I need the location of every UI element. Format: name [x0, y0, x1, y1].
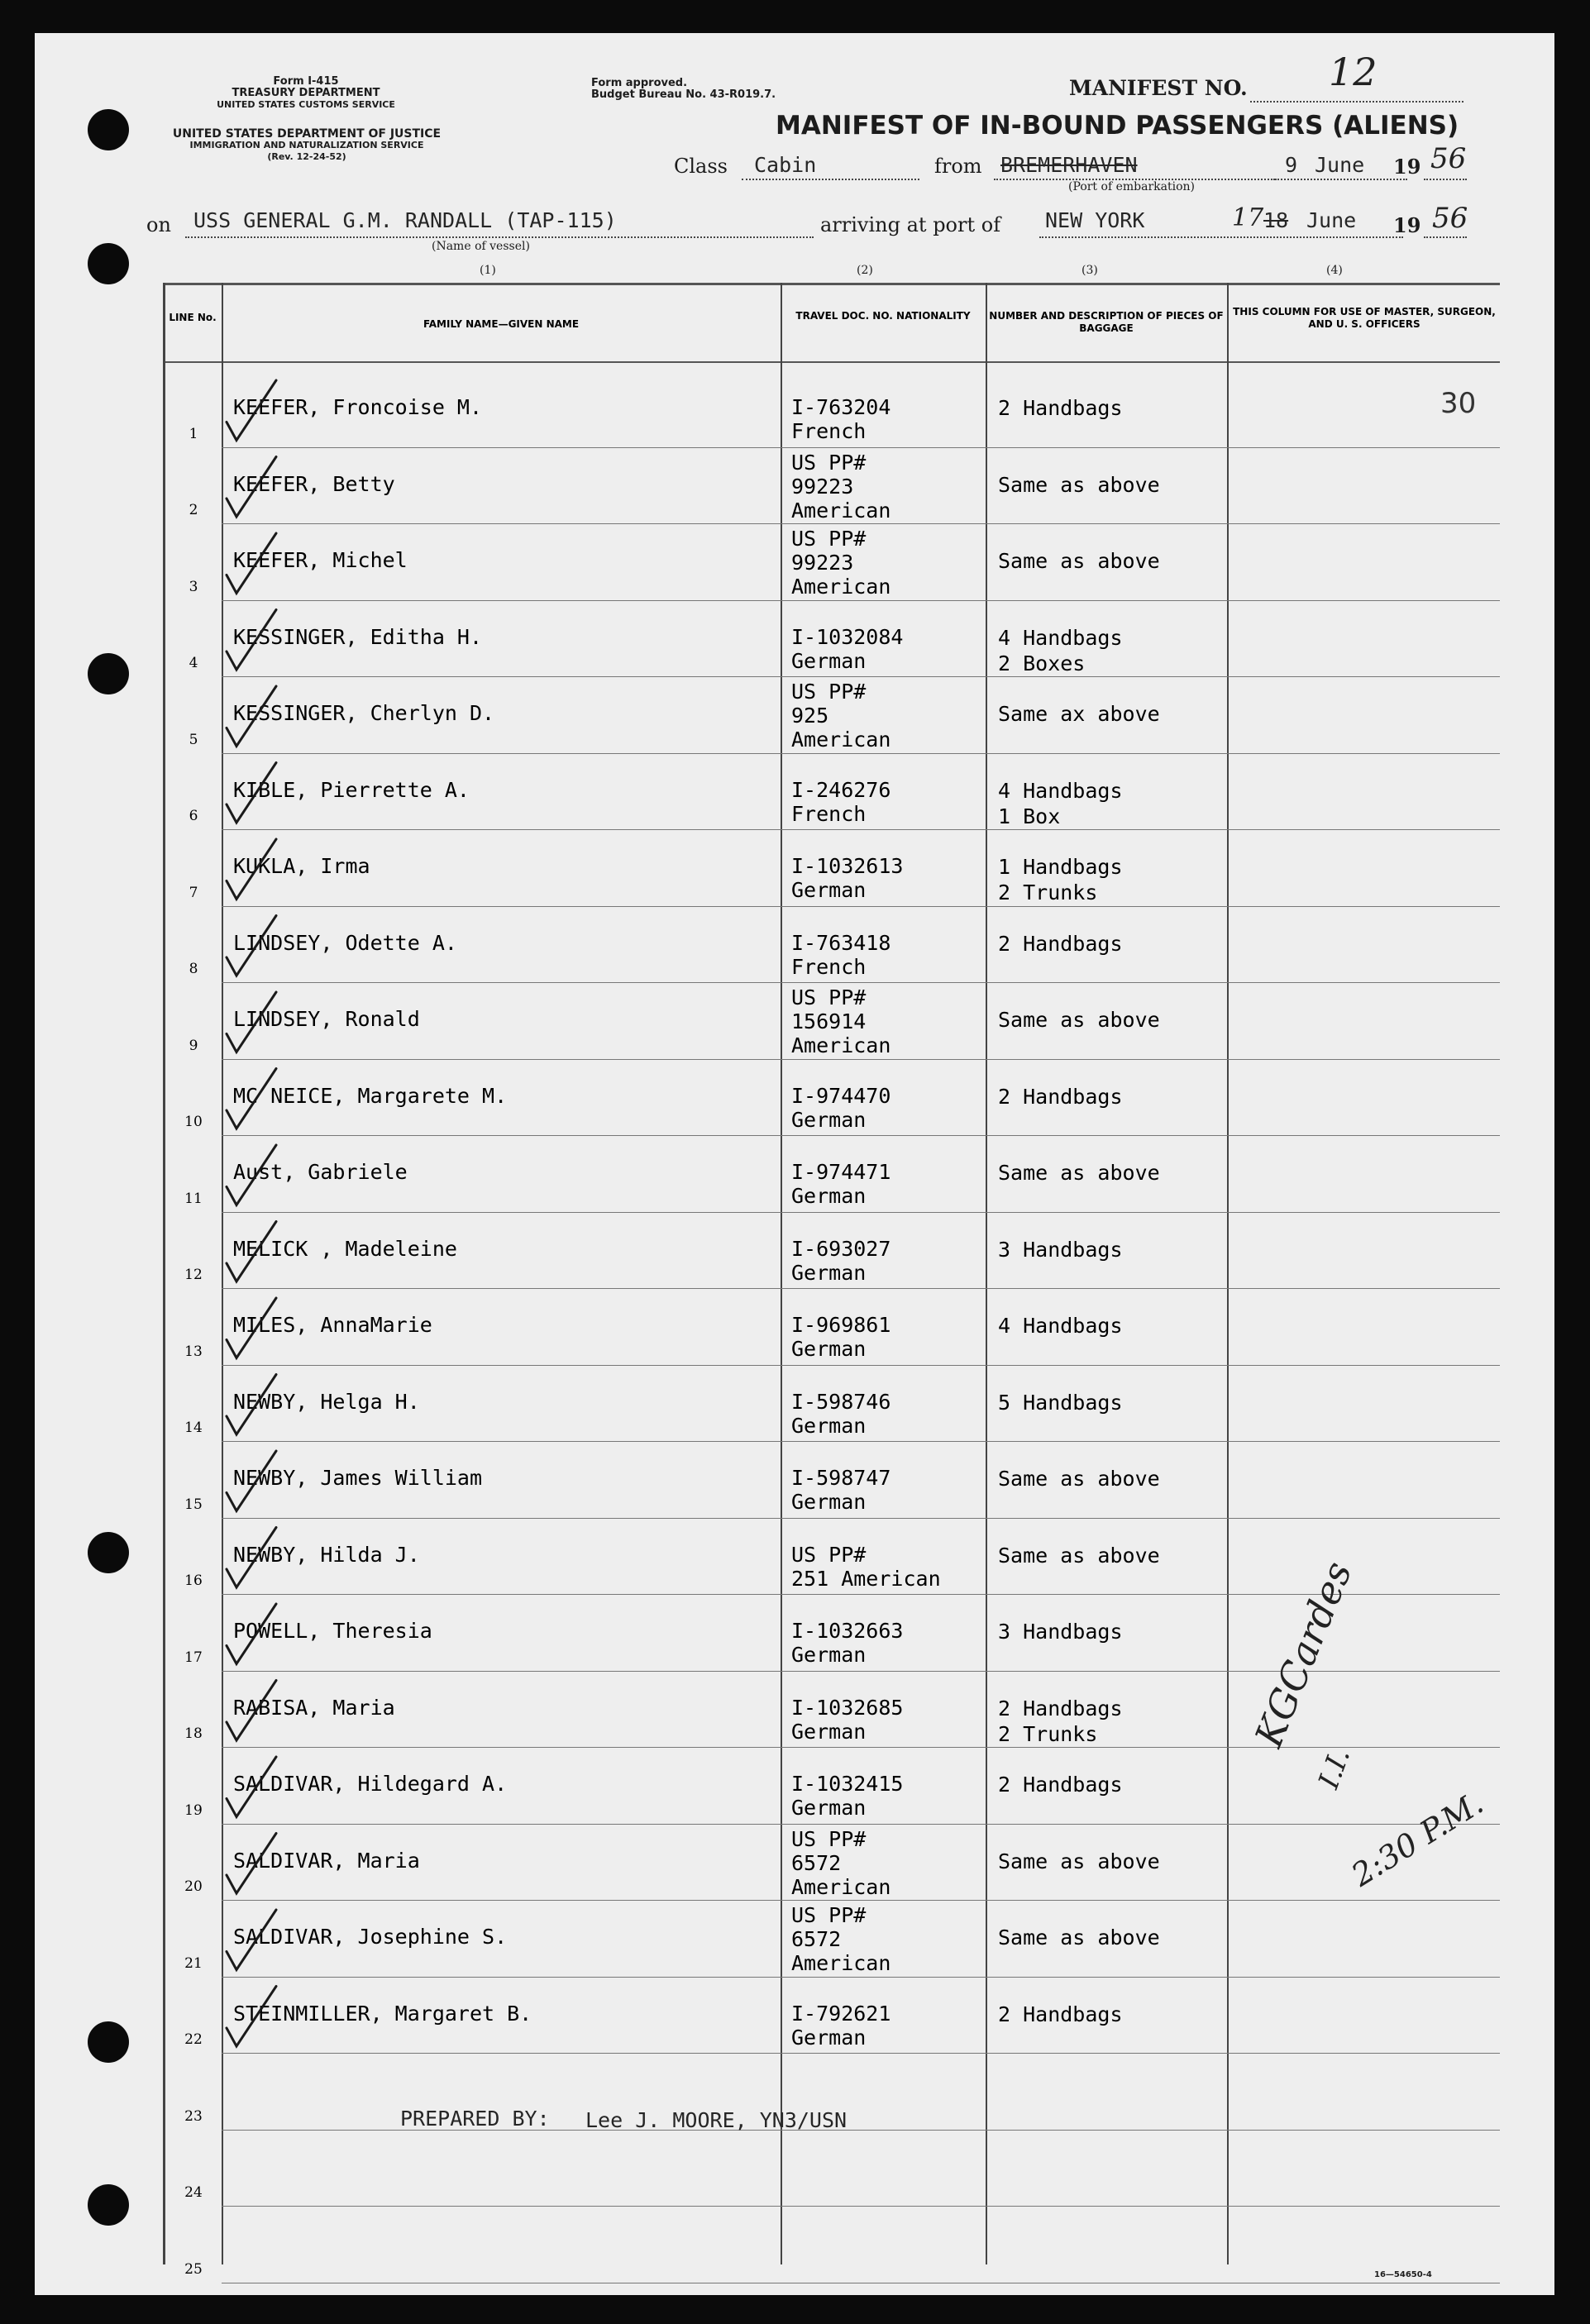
class-label: Class: [674, 155, 728, 178]
line-number: 7: [189, 884, 198, 901]
manifest-title: MANIFEST OF IN-BOUND PASSENGERS (ALIENS): [776, 111, 1459, 141]
baggage-line: 3 Handbags: [998, 1620, 1123, 1644]
travel-doc-line: American: [791, 1033, 891, 1057]
checkmark: [227, 1298, 276, 1358]
revision-date: (Rev. 12-24-52): [267, 151, 346, 162]
travel-doc-line: I-974470: [791, 1083, 891, 1108]
baggage-line: 4 Handbags: [998, 1314, 1123, 1338]
checkmark: [227, 610, 276, 670]
checkmark: [227, 916, 276, 976]
line-number: 9: [189, 1037, 198, 1054]
line-number: 11: [184, 1190, 203, 1207]
baggage-line: 4 Handbags: [998, 778, 1123, 803]
line-number: 14: [184, 1420, 203, 1436]
travel-doc-line: French: [791, 954, 867, 979]
arrival-year-suffix: 56: [1432, 202, 1468, 235]
travel-doc-line: 6572: [791, 1850, 842, 1875]
travel-doc-line: 6572: [791, 1927, 842, 1951]
travel-doc-line: I-969861: [791, 1313, 891, 1337]
line-number: 25: [184, 2260, 203, 2278]
col-number-4: (4): [1326, 264, 1343, 277]
travel-doc-line: I-763204: [791, 395, 891, 419]
form-number: Form I-415: [273, 75, 339, 88]
passenger-name: NEWBY, Hilda J.: [233, 1542, 420, 1567]
baggage-line: 2 Handbags: [998, 1696, 1123, 1720]
passenger-name: KIBLE, Pierrette A.: [233, 777, 470, 802]
checkmark: [227, 686, 276, 747]
col-header-line-no: LINE No.: [169, 312, 217, 323]
passenger-name: KEEFER, Froncoise M.: [233, 395, 483, 419]
travel-doc-line: French: [791, 801, 867, 826]
col-number-1: (1): [480, 264, 496, 277]
travel-doc-line: German: [791, 1719, 867, 1744]
line-number: 15: [184, 1496, 203, 1513]
ins-service: IMMIGRATION AND NATURALIZATION SERVICE: [189, 140, 424, 150]
travel-doc-line: 99223: [791, 474, 854, 499]
checkmark: [227, 1757, 276, 1817]
travel-doc-line: American: [791, 1874, 891, 1899]
checkmark: [227, 1834, 276, 1894]
prepared-by-label: PREPARED BY:: [400, 2107, 550, 2131]
passenger-name: RABISA, Maria: [233, 1695, 395, 1720]
baggage-line: Same as above: [998, 1467, 1160, 1491]
travel-doc-line: I-246276: [791, 777, 891, 802]
arrival-day-struck: 18: [1263, 208, 1289, 232]
passenger-name: STEINMILLER, Margaret B.: [233, 2001, 532, 2026]
checkmark: [227, 763, 276, 823]
line-number: 6: [189, 808, 198, 824]
baggage-line: 2 Boxes: [998, 651, 1086, 675]
travel-doc-line: 925: [791, 704, 829, 728]
line-number: 18: [184, 1725, 203, 1742]
baggage-line: 5 Handbags: [998, 1390, 1123, 1415]
passenger-name: LINDSEY, Ronald: [233, 1007, 420, 1031]
checkmark: [227, 839, 276, 900]
col-header-doc: TRAVEL DOC. NO. NATIONALITY: [795, 310, 971, 322]
travel-doc-line: American: [791, 498, 891, 523]
vessel-name: USS GENERAL G.M. RANDALL (TAP-115): [193, 208, 617, 232]
manifest-no-value: 12: [1329, 50, 1378, 94]
travel-doc-line: I-1032663: [791, 1619, 904, 1643]
baggage-line: Same as above: [998, 1008, 1160, 1032]
manifest-no-label: MANIFEST NO.: [1069, 76, 1248, 100]
passenger-name: LINDSEY, Odette A.: [233, 930, 457, 955]
passenger-name: KUKLA, Irma: [233, 854, 370, 878]
budget-bureau: Budget Bureau No. 43-R019.7.: [591, 88, 776, 101]
baggage-line: 3 Handbags: [998, 1237, 1123, 1262]
passenger-name: SALDIVAR, Hildegard A.: [233, 1772, 508, 1796]
baggage-line: 2 Handbags: [998, 1773, 1123, 1797]
customs-service: UNITED STATES CUSTOMS SERVICE: [217, 99, 395, 110]
baggage-line: Same as above: [998, 1543, 1160, 1568]
col-header-baggage: NUMBER AND DESCRIPTION OF PIECES OF BAGGAGE: [989, 310, 1224, 334]
line-number: 10: [184, 1114, 203, 1130]
travel-doc-line: I-598747: [791, 1466, 891, 1490]
travel-doc-line: US PP#: [791, 1826, 867, 1851]
passenger-name: POWELL, Theresia: [233, 1619, 432, 1643]
passenger-name: KEEFER, Betty: [233, 471, 395, 496]
travel-doc-line: German: [791, 1260, 867, 1285]
baggage-line: 2 Trunks: [998, 1721, 1098, 1746]
line-number: 17: [184, 1649, 203, 1666]
treasury-dept: TREASURY DEPARTMENT: [232, 87, 380, 99]
baggage-line: 2 Handbags: [998, 931, 1123, 956]
line-number: 3: [189, 578, 198, 595]
justice-dept: UNITED STATES DEPARTMENT OF JUSTICE: [172, 127, 442, 141]
passenger-name: MELICK , Madeleine: [233, 1236, 457, 1261]
travel-doc-line: US PP#: [791, 1903, 867, 1927]
depart-day: 9: [1285, 153, 1298, 177]
arrival-port: NEW YORK: [1045, 208, 1145, 232]
line-number: 16: [184, 1572, 203, 1589]
checkmark: [227, 533, 276, 594]
checkmark: [227, 1604, 276, 1664]
line-number: 1: [189, 425, 198, 442]
travel-doc-line: German: [791, 1796, 867, 1820]
travel-doc-line: I-1032613: [791, 854, 904, 878]
travel-doc-line: 251 American: [791, 1566, 941, 1591]
checkmark: [227, 1681, 276, 1741]
passenger-name: MC NEICE, Margarete M.: [233, 1083, 508, 1108]
travel-doc-line: US PP#: [791, 985, 867, 1009]
checkmark: [227, 1987, 276, 2047]
travel-doc-line: American: [791, 575, 891, 599]
baggage-line: 2 Handbags: [998, 396, 1123, 420]
line-number: 22: [184, 2031, 203, 2048]
travel-doc-line: I-1032415: [791, 1772, 904, 1796]
from-label: from: [934, 155, 982, 178]
travel-doc-line: German: [791, 648, 867, 673]
line-number: 19: [184, 1801, 203, 1819]
baggage-line: 2 Handbags: [998, 2002, 1123, 2026]
vessel-caption: (Name of vessel): [432, 240, 530, 253]
passenger-name: SALDIVAR, Josephine S.: [233, 1925, 508, 1949]
line-number: 13: [184, 1343, 203, 1360]
travel-doc-line: I-974471: [791, 1160, 891, 1184]
travel-doc-line: German: [791, 1643, 867, 1667]
line-number: 8: [189, 961, 198, 977]
baggage-line: Same as above: [998, 1926, 1160, 1949]
passenger-name: Aust, Gabriele: [233, 1160, 408, 1184]
baggage-line: Same as above: [998, 1849, 1160, 1873]
line-number: 12: [184, 1267, 203, 1283]
travel-doc-line: German: [791, 1490, 867, 1514]
travel-doc-line: 99223: [791, 551, 854, 575]
class-value: Cabin: [754, 153, 817, 177]
travel-doc-line: US PP#: [791, 680, 867, 704]
travel-doc-line: American: [791, 728, 891, 752]
baggage-line: 2 Trunks: [998, 880, 1098, 904]
col-number-2: (2): [857, 264, 873, 277]
col-number-3: (3): [1081, 264, 1098, 277]
arrival-year-prefix: 19: [1393, 213, 1421, 237]
travel-doc-line: German: [791, 878, 867, 902]
passenger-name: NEWBY, Helga H.: [233, 1389, 420, 1414]
inspector-signature: KGCardes: [1246, 1555, 1361, 1754]
checkmark: [227, 380, 276, 441]
depart-year-prefix: 19: [1393, 155, 1421, 179]
travel-doc-line: US PP#: [791, 1542, 867, 1567]
travel-doc-line: I-1032084: [791, 624, 904, 649]
passenger-name: KESSINGER, Editha H.: [233, 624, 483, 649]
travel-doc-line: French: [791, 419, 867, 443]
checkmarks-layer: [35, 33, 1554, 2295]
passenger-name: NEWBY, James William: [233, 1466, 483, 1490]
col-header-officers: THIS COLUMN FOR USE OF MASTER, SURGEON, AND U. S. OFFICERS: [1233, 306, 1496, 330]
checkmark: [227, 457, 276, 518]
baggage-line: 1 Handbags: [998, 855, 1123, 879]
baggage-line: Same as above: [998, 1161, 1160, 1185]
depart-year-suffix: 56: [1430, 142, 1467, 175]
checkmark: [227, 1069, 276, 1129]
checkmark: [227, 992, 276, 1052]
travel-doc-line: 156914: [791, 1009, 867, 1033]
travel-doc-line: German: [791, 2025, 867, 2050]
line-number: 21: [184, 1954, 203, 1972]
line-number: 4: [189, 655, 198, 671]
passenger-name: KESSINGER, Cherlyn D.: [233, 701, 495, 725]
checkmark: [227, 1375, 276, 1435]
travel-doc-line: US PP#: [791, 450, 867, 475]
travel-doc-line: I-598746: [791, 1389, 891, 1414]
baggage-line: Same as above: [998, 472, 1160, 497]
from-value: BREMERHAVEN: [1000, 153, 1138, 177]
checkmark: [227, 1451, 276, 1511]
port-caption: (Port of embarkation): [1068, 180, 1195, 193]
margin-count: 30: [1440, 387, 1477, 420]
baggage-line: 4 Handbags: [998, 625, 1123, 650]
line-number: 5: [189, 731, 198, 748]
travel-doc-line: I-1032685: [791, 1695, 904, 1720]
line-number: 20: [184, 1878, 203, 1895]
footer-code: 16—54650-4: [1374, 2270, 1432, 2279]
line-number: 24: [184, 2184, 203, 2201]
prepared-by-value: Lee J. MOORE, YN3/USN: [585, 2108, 848, 2132]
travel-doc-line: I-763418: [791, 930, 891, 955]
travel-doc-line: I-693027: [791, 1236, 891, 1261]
travel-doc-line: I-792621: [791, 2001, 891, 2026]
arrival-month: June: [1306, 208, 1357, 232]
travel-doc-line: German: [791, 1107, 867, 1132]
baggage-line: 2 Handbags: [998, 1084, 1123, 1109]
passenger-name: KEEFER, Michel: [233, 548, 408, 572]
passenger-name: MILES, AnnaMarie: [233, 1313, 432, 1337]
on-label: on: [146, 213, 171, 236]
baggage-line: 1 Box: [998, 804, 1061, 828]
travel-doc-line: German: [791, 1337, 867, 1361]
inspector-initials: I.I.: [1312, 1744, 1358, 1793]
line-number: 2: [189, 502, 198, 518]
travel-doc-line: German: [791, 1413, 867, 1438]
col-header-name: FAMILY NAME—GIVEN NAME: [423, 318, 580, 330]
arrival-day: 17: [1232, 203, 1264, 232]
checkmark: [227, 1222, 276, 1282]
travel-doc-line: US PP#: [791, 527, 867, 551]
travel-doc-line: American: [791, 1951, 891, 1975]
checkmark: [227, 1145, 276, 1205]
baggage-line: Same as above: [998, 549, 1160, 573]
form-approved: Form approved.: [591, 77, 688, 89]
arriving-label: arriving at port of: [820, 213, 1001, 236]
travel-doc-line: German: [791, 1184, 867, 1208]
depart-month: June: [1315, 153, 1365, 177]
baggage-line: Same ax above: [998, 702, 1160, 726]
passenger-name: SALDIVAR, Maria: [233, 1848, 420, 1873]
inspection-time: 2:30 P.M.: [1345, 1784, 1490, 1894]
checkmark: [227, 1910, 276, 1970]
line-number: 23: [184, 2107, 203, 2125]
manifest-page: [35, 33, 1554, 2295]
checkmark: [227, 1528, 276, 1588]
